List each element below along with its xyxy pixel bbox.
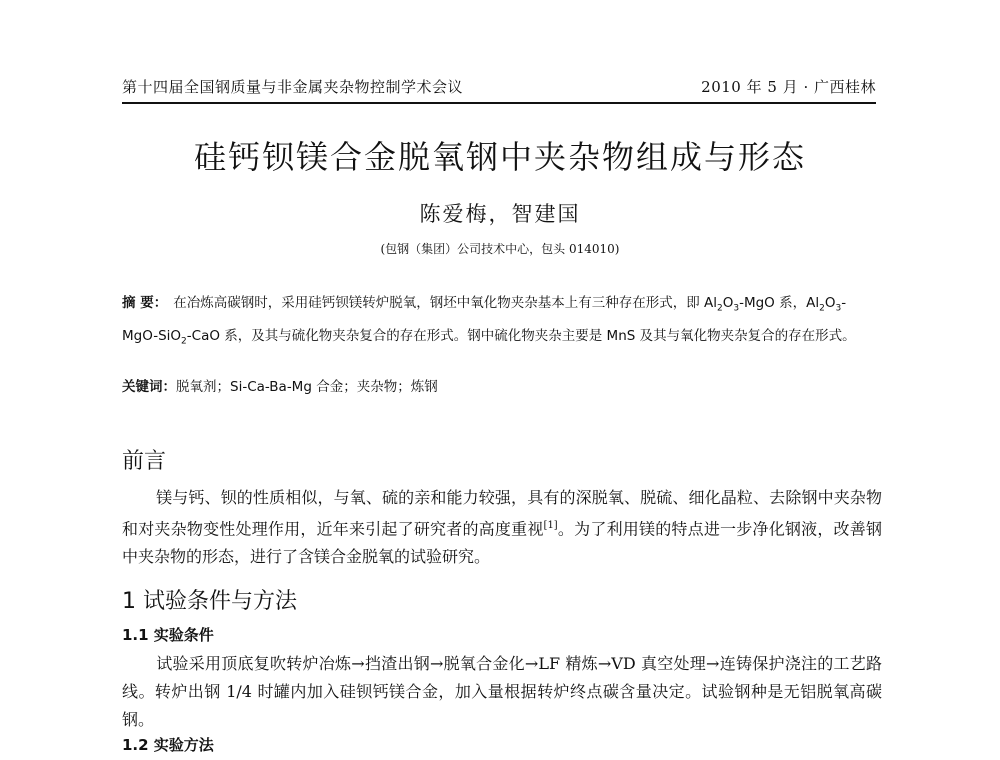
abstract-label: 摘 要： [122, 295, 168, 311]
abstract-text-1: 在冶炼高碳钢时，采用硅钙钡镁转炉脱氧，钢坯中氧化物夹杂基本上有三种存在形式，即 Al [173, 295, 717, 311]
sub1-text: 试验采用顶底复吹转炉冶炼→挡渣出钢→脱氧合金化→LF 精炼→VD 真空处理→连铸保护浇注的工艺路线。转炉出钢 1/4 时罐内加入硅钡钙镁合金，加入量根据转炉终点碳含量决定。试验钢种是无铝脱氧高碳钢。 [122, 654, 882, 729]
intro-text-1: 镁与钙、钡的性质相似，与氧、硫的亲和能力较强，具有的深脱氧、脱硫、细化晶粒、去除钢中夹杂物和对夹杂物变性处理作用，近年来引起了研究者的高度重视 [122, 488, 882, 539]
abstract-text-2: O [722, 295, 734, 311]
conference-date-location: 2010 年 5 月 · 广西桂林 [701, 78, 876, 96]
keywords-text: 脱氧剂；Si-Ca-Ba-Mg 合金；夹杂物；炼钢 [176, 379, 438, 395]
affiliation: (包钢（集团）公司技术中心，包头 014010) [380, 242, 620, 256]
paper-title: 硅钙钡镁合金脱氧钢中夹杂物组成与形态 [193, 138, 806, 176]
intro-text-2: 。为了利用镁的特点进一步净化钢液，改善钢中夹杂物的形态，进行了含镁合金脱氧的试验研究。 [122, 519, 882, 567]
abstract-text-4: O [824, 295, 836, 311]
conference-name: 第十四届全国钢质量与非金属夹杂物控制学术会议 [122, 78, 464, 96]
subsection-1-1-heading: 1.1 实验条件 [122, 626, 214, 644]
keywords-label: 关键词： [122, 379, 176, 395]
abstract-text-6: -CaO 系，及其与硫化物夹杂复合的存在形式。钢中硫化物夹杂主要是 MnS 及其与氧化物夹杂复合的存在形式。 [186, 327, 856, 344]
keywords [122, 374, 880, 401]
section1-heading: 1 试验条件与方法 [122, 589, 297, 614]
abstract-text-3: -MgO 系，Al [739, 295, 820, 311]
subsection-1-1-text [122, 650, 882, 734]
intro-paragraph [122, 484, 882, 571]
abstract: 摘 要： 在冶炼高碳钢时，采用硅钙钡镁转炉脱氧，钢坯中氧化物夹杂基本上有三种存在形式，即 $Al_2O_3$-MgO 系，$Al_2O_3-MgO-SiO_2$-CaO 系，及其与硫化物夹杂复合的存在形式。钢中硫化物夹杂主要是 MnS 及其与氧化物夹杂复合的存在形式。 [122, 295, 856, 347]
subsection-1-2-heading: 1.2 实验方法 [122, 736, 214, 754]
citation-ref[interactable]: [1] [543, 520, 558, 531]
authors: 陈爱梅，智建国 [419, 202, 581, 226]
intro-heading: 前言 [122, 449, 167, 474]
running-header [122, 74, 876, 104]
abstract-text-5: -MgO-SiO [122, 295, 847, 344]
